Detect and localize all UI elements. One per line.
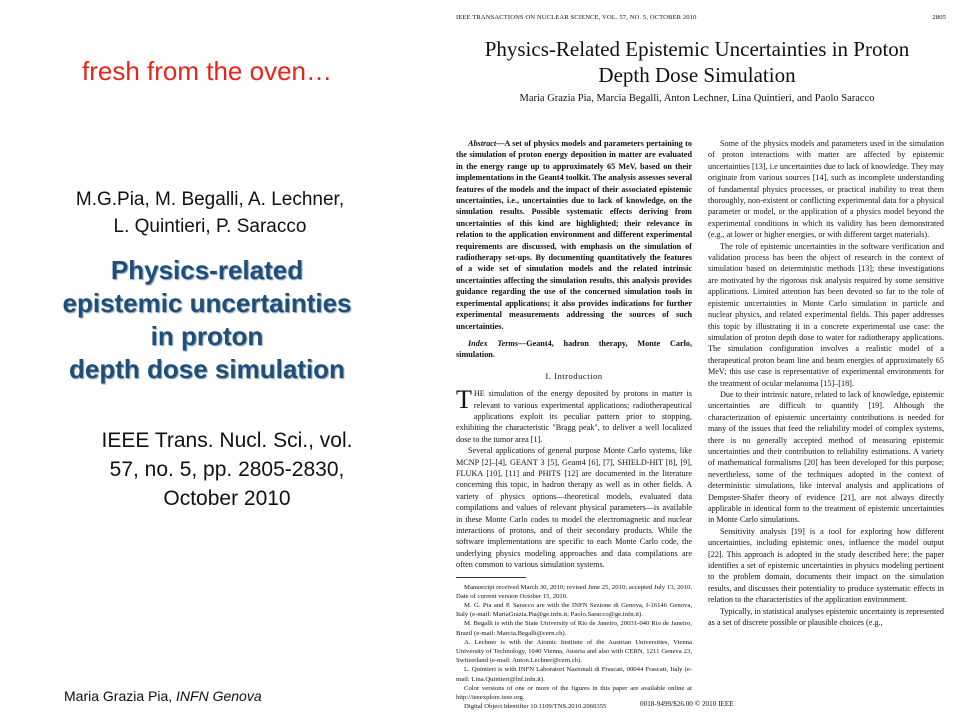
paper-abstract — [456, 138, 692, 332]
citation-line2: 57, no. 5, pp. 2805-2830, — [109, 458, 345, 481]
paper-title-line1: Physics-Related Epistemic Uncertainties in Proton — [484, 37, 910, 61]
intro-p1-text: HE simulation of the energy deposited by protons in matter is relevant to various experimental applications; radiotherapeutical applications exploit its peculiar pattern prior to stopping, exhibiting the characteristic "Bragg peak", to deliver a well localized dose to the tumor area [1]. — [456, 389, 692, 444]
intro-dropcap: T — [456, 385, 472, 415]
citation-line3: October 2010 — [163, 487, 291, 510]
intro-paragraph-1 — [456, 385, 692, 445]
slide-authors — [20, 186, 400, 240]
citation-line1: IEEE Trans. Nucl. Sci., vol. — [101, 429, 353, 452]
paper-page-image — [440, 8, 954, 720]
paper-journal-header: IEEE TRANSACTIONS ON NUCLEAR SCIENCE, VOL. 57, NO. 5, OCTOBER 2010 — [456, 14, 697, 21]
footnote-rule — [456, 577, 526, 578]
slide-headline: fresh from the oven… — [82, 56, 332, 86]
slide-title-line2: epistemic uncertainties — [62, 288, 352, 318]
slide-title-line1: Physics-related — [110, 255, 304, 285]
right-paragraph-3: Due to their intrinsic nature, related to lack of knowledge, epistemic uncertainties are difficult to quantify [19]. Although the characterization of epistemic uncertainty contributions is needed for many of the issues that feed the reliability model of complex systems, there is no generally accepted method of measuring epistemic uncertainties and their contribution to reliability estimations. A variety of mathematical formalisms [20] has been developed for this purpose; nevertheless, some of the techniques adopted in the context of deterministic simulations, like interval analysis and applications of Dempster-Shafer theory of evidence [21], are not always directly applicable in identical form to the treatment of epistemic uncertainties in Monte Carlo simulations. — [708, 389, 944, 525]
paper-page-number: 2805 — [932, 14, 946, 21]
abstract-label: Abstract — [468, 139, 497, 148]
footnote-4: A. Lechner is with the Atomic Institute of the Austrian Universities, Vienna University of Technology, 1040 Vienna, Austria and also with CERN, 1211 Geneva 23, Switzerland (e-mail: Anton.Lechner@cern.ch). — [456, 638, 692, 665]
footnote-5: L. Quintieri is with INFN Laboratori Nazionali di Frascati, 00044 Frascati, Italy (e-mail: Lina.Quintieri@lnf.infn.it). — [456, 666, 692, 683]
paper-copyright: 0018-9499/$26.00 © 2010 IEEE — [640, 700, 734, 708]
slide-title-line4: depth dose simulation — [69, 354, 345, 384]
footnote-1: Manuscript received March 30, 2010; revised June 25, 2010; accepted July 13, 2010. Date of current version October 15, 2010. — [456, 583, 692, 600]
footer-name: Maria Grazia Pia, — [64, 688, 177, 704]
slide-citation — [52, 426, 402, 513]
intro-paragraph-2: Several applications of general purpose Monte Carlo systems, like MCNP [2]–[4], GEANT 3 [5], Geant4 [6], [7], SHIELD-HIT [8], [9], FLUKA [10], [11] and PHITS [12] are documented in the literature concerning this topic, in hadron therapy as well as in other fields. A variety of physics options—theoretical models, evaluated data compilations and values of relevant physical parameters—is available in these Monte Carlo codes to model the electromagnetic and nuclear interactions of protons, and of their secondary products. While the software implementations are specific to each Monte Carlo code, the underlying physics modeling approaches and data compilations are often common to various simulation systems. — [456, 446, 692, 570]
right-paragraph-2: The role of epistemic uncertainties in the software verification and validation process has been the object of research in the context of simulation based on deterministic methods [13]; these investigations are motivated by the rigorous risk analysis required by some sensitive applications. Limited attention has been devoted so far to the role of epistemic uncertainties in Monte Carlo simulation in particle and nuclear physics, and related experimental fields. This paper addresses this topic by illustrating it in a concrete experimental use case: the simulation of proton depth dose to water for radiotherapy applications. The simulation configuration involves a realistic model of a therapeutical proton beam line and beam energies of approximately 65 MeV; this use case is representative of experimental environments for the treatment of ocular melanoma [15]–[18]. — [708, 241, 944, 388]
index-terms-label: Index Terms — [468, 338, 519, 348]
slide-title — [12, 254, 402, 386]
paper-footnotes — [456, 583, 692, 712]
slide-authors-line2: L. Quintieri, P. Saracco — [113, 216, 307, 237]
footnote-7: Digital Object Identifier 10.1109/TNS.2010.2060355 — [464, 703, 607, 711]
abstract-text: —A set of physics models and parameters pertaining to the simulation of proton energy deposition in matter are evaluated in the energy range up to approximately 65 MeV, based on their implementations in the Geant4 toolkit. The analysis assesses several features of the models and the impact of their associated epistemic uncertainties, i.e., uncertainties due to lack of knowledge, on the simulation results. Possible systematic effects deriving from uncertainties of this kind are highlighted; their relevance in relation to the application environment and different experimental requirements are discussed, with emphasis on the simulation of radiotherapy set-ups. By documenting quantitatively the features of a wide set of simulation models and the related intrinsic uncertainties affecting the simulation results, this analysis provides guidance regarding the use of the concerned simulation tools in experimental applications; it also provides indications for further experimental measurements addressing the sources of such uncertainties. — [456, 139, 692, 331]
right-paragraph-4: Sensitivity analysis [19] is a tool for exploring how different uncertainties, including epistemic ones, influence the model output [22]. This approach is adopted in the study described here: the paper identifies a set of epistemic uncertainties in physics modeling pertinent to the problem domain, documents their impact on the simulation results, and discusses their potentiality to produce systematic effects in relation to the characteristics of the application environment. — [708, 526, 944, 605]
paper-running-header — [456, 14, 946, 21]
footnote-2: M. G. Pia and P. Saracco are with the INFN Sezione di Genova, I-16146 Genova, Italy (e-mail: MariaGrazia.Pia@ge.infn.it; Paolo.Saracco@ge.infn.it). — [456, 602, 692, 619]
section-heading: I. Introduction — [545, 370, 603, 381]
slide-footer — [64, 688, 262, 704]
paper-title-line2: Depth Dose Simulation — [598, 63, 796, 87]
paper-right-column — [708, 138, 944, 628]
index-terms-text: —Geant4, hadron therapy, Monte Carlo, simulation. — [456, 338, 693, 360]
footer-affiliation: INFN Genova — [176, 688, 262, 704]
footnote-3: M. Begalli is with the State University of Rio de Janeiro, 20031-040 Rio de Janeiro, Brazil (e-mail: Marcia.Begalli@cern.ch). — [456, 620, 692, 637]
right-paragraph-5: Typically, in statistical analyses epistemic uncertainty is represented as a set of discrete possible or plausible choices (e.g., — [708, 606, 944, 628]
footnote-6: Color versions of one or more of the figures in this paper are available online at http://ieeexplore.ieee.org. — [456, 684, 692, 702]
paper-authors: Maria Grazia Pia, Marcia Begalli, Anton Lechner, Lina Quintieri, and Paolo Saracco — [519, 93, 875, 104]
slide-title-line3: in proton — [150, 321, 264, 351]
paper-index-terms — [456, 338, 692, 361]
paper-title — [440, 36, 954, 88]
right-paragraph-1: Some of the physics models and parameters used in the simulation of proton interactions with matter are affected by epistemic uncertainties [13], i.e uncertainties due to lack of knowledge. They may originate from various sources [14], such as incomplete understanding of fundamental physics processes, or practical inability to treat them thoroughly, non-existent or conflicting experimental data for a physical parameter or model, or the application of a physics model beyond the experimental conditions in which its validity has been demonstrated (e.g., at lower or higher energies, or with different target materials). — [708, 139, 944, 240]
paper-left-column — [456, 138, 692, 711]
slide-authors-line1: M.G.Pia, M. Begalli, A. Lechner, — [75, 189, 345, 210]
